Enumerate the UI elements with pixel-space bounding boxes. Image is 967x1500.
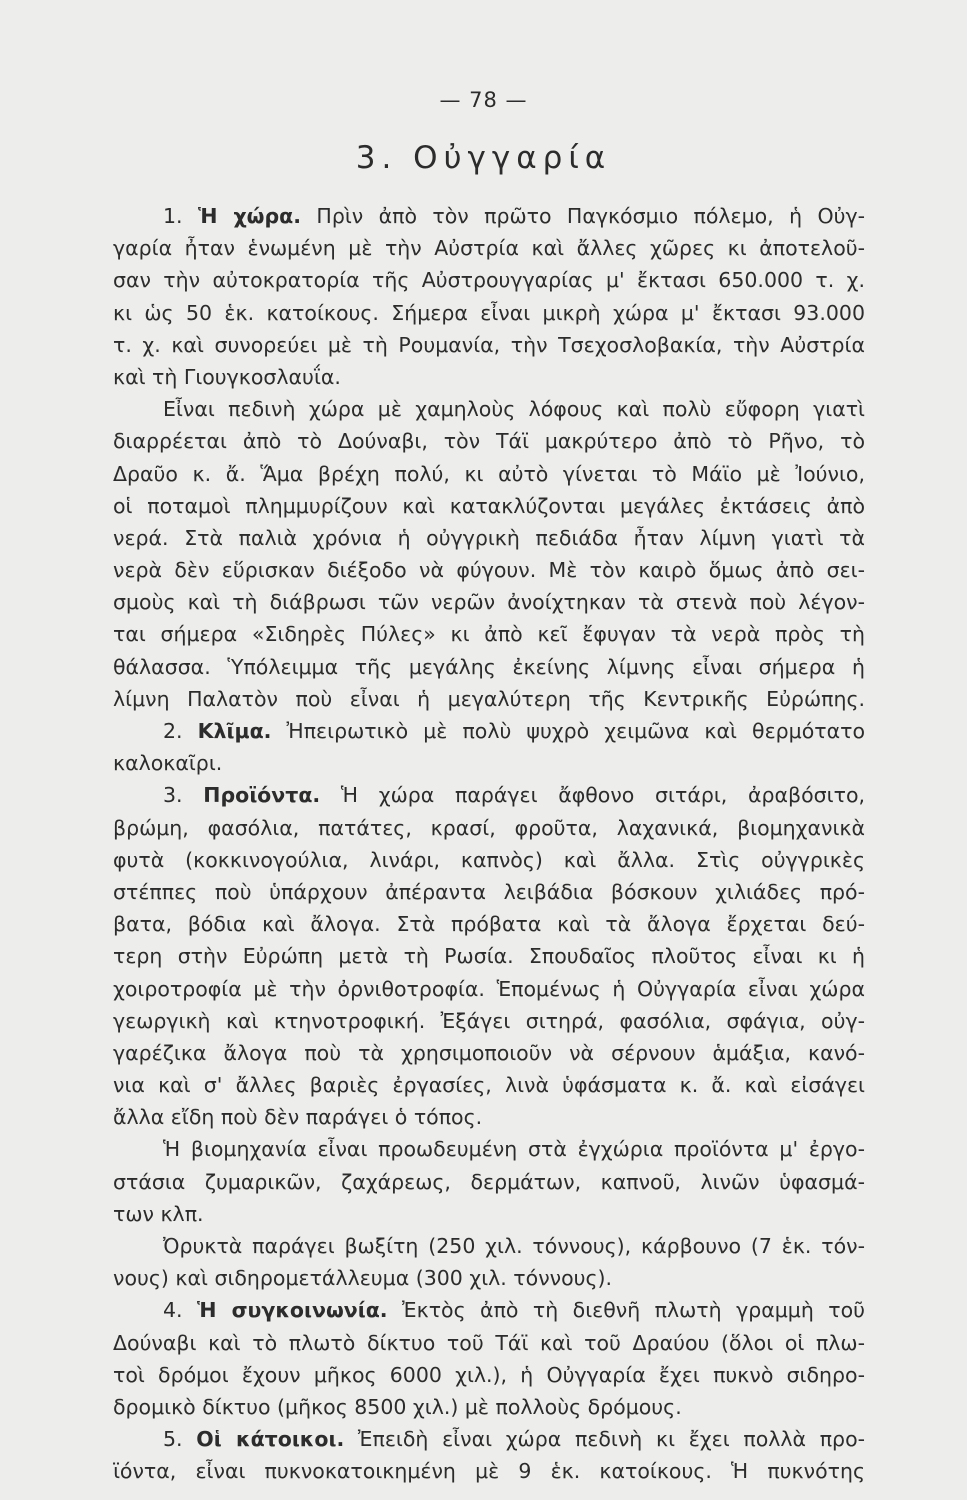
section-heading: Ἡ χώρα. xyxy=(197,204,302,228)
text-run: τ. χ. καὶ συνορεύει μὲ τὴ Ρουμανία, τὴν Τσεχοσλοβακία, τὴν Αὐστρία xyxy=(113,332,865,357)
text-line xyxy=(113,1101,865,1133)
text-line xyxy=(113,297,865,329)
text-run: οἱ ποταμοὶ πλημμυρίζουν καὶ κατακλύζονται μεγάλες ἐκτάσεις ἀπὸ xyxy=(113,493,865,518)
text-run: νερά. Στὰ παλιὰ χρόνια ἡ οὐγγρικὴ πεδιάδα ἦταν λίμνη γιατὶ τὰ xyxy=(113,525,865,550)
text-line xyxy=(113,361,865,393)
text-run: Δραῦο κ. ἄ. Ἅμα βρέχη πολύ, κι αὐτὸ γίνεται τὸ Μάϊο μὲ Ἰούνιο, xyxy=(113,461,865,486)
text-line xyxy=(113,1455,865,1487)
text-line xyxy=(113,779,865,811)
text-run: γαρέζικα ἄλογα ποὺ τὰ χρησιμοποιοῦν νὰ σέρνουν ἁμάξια, κανό- xyxy=(113,1040,865,1065)
text-line xyxy=(113,458,865,490)
chapter-title: 3. Οὐγγαρία xyxy=(355,140,612,176)
text-run: ϊόντα, εἶναι πυκνοκατοικημένη μὲ 9 ἑκ. κατοίκους. Ἡ πυκνότης xyxy=(113,1459,865,1484)
text-run: θάλασσα. Ὑπόλειμμα τῆς μεγάλης ἐκείνης λίμνης εἶναι σήμερα ἡ xyxy=(113,654,865,679)
text-run: γεωργικὴ καὶ κτηνοτροφική. Ἐξάγει σιτηρά, φασόλια, σφάγια, οὐγ- xyxy=(113,1008,865,1033)
text-line xyxy=(113,425,865,457)
text-line xyxy=(113,1198,865,1230)
text-run: Ἠπειρωτικὸ μὲ πολὺ ψυχρὸ χειμῶνα καὶ θερμότατο xyxy=(271,719,865,743)
page-number: — 78 — xyxy=(439,88,528,112)
text-line xyxy=(113,329,865,361)
text-run: σμοὺς καὶ τὴ διάβρωσι τῶν νερῶν ἀνοίχτηκαν τὰ στενὰ ποὺ λέγον- xyxy=(113,590,865,615)
text-run: Πρὶν ἀπὸ τὸν πρῶτο Παγκόσμιο πόλεμο, ἡ Οὐγ- xyxy=(301,204,865,228)
text-run: Εἶναι πεδινὴ χώρα μὲ χαμηλοὺς λόφους καὶ πολὺ εὔφορη γιατὶ xyxy=(163,397,865,422)
text-line xyxy=(113,200,865,232)
text-line xyxy=(113,715,865,747)
text-run: νια καὶ σ' ἄλλες βαριὲς ἐργασίες, λινὰ ὑφάσματα κ. ἄ. καὶ εἰσάγει xyxy=(113,1073,865,1098)
text-run: στάσια ζυμαρικῶν, ζαχάρεως, δερμάτων, καπνοῦ, λινῶν ὑφασμά- xyxy=(113,1169,865,1194)
text-line xyxy=(113,586,865,618)
text-run: ται σήμερα «Σιδηρὲς Πύλες» κι ἀπὸ κεῖ ἔφυγαν τὰ νερὰ πρὸς τὴ xyxy=(113,622,865,647)
text-run: ἄλλα εἴδη ποὺ δὲν παράγει ὁ τόπος. xyxy=(113,1105,483,1130)
text-run: καλοκαῖρι. xyxy=(113,751,223,776)
body-text xyxy=(113,200,865,1488)
text-run: κι ὡς 50 ἑκ. κατοίκους. Σήμερα εἶναι μικρὴ χώρα μ' ἔκτασι 93.000 xyxy=(113,300,865,325)
text-run: δρομικὸ δίκτυο (μῆκος 8500 χιλ.) μὲ πολλοὺς δρόμους. xyxy=(113,1394,682,1419)
text-line xyxy=(113,1359,865,1391)
text-line xyxy=(113,618,865,650)
text-line xyxy=(113,393,865,425)
text-line xyxy=(113,264,865,296)
text-line xyxy=(113,1230,865,1262)
text-line xyxy=(113,812,865,844)
text-line xyxy=(113,1005,865,1037)
text-run: Δούναβι καὶ τὸ πλωτὸ δίκτυο τοῦ Τάϊ καὶ τοῦ Δραύου (ὅλοι οἱ πλω- xyxy=(113,1330,865,1355)
text-run: νους) καὶ σιδηρομετάλλευμα (300 χιλ. τόννους). xyxy=(113,1266,613,1291)
text-run: καὶ τὴ Γιουγκοσλαυΐα. xyxy=(113,364,341,389)
text-line xyxy=(113,683,865,715)
text-line xyxy=(113,1069,865,1101)
text-line xyxy=(113,1327,865,1359)
text-line xyxy=(113,651,865,683)
text-run: Ἐπειδὴ εἶναι χώρα πεδινὴ κι ἔχει πολλὰ προ- xyxy=(344,1427,866,1452)
text-line xyxy=(113,1262,865,1294)
text-run: σαν τὴν αὐτοκρατορία τῆς Αὐστρουγγαρίας μ' ἔκτασι 650.000 τ. χ. xyxy=(113,268,865,293)
section-heading: Ἡ συγκοινωνία. xyxy=(197,1298,388,1323)
text-run: στέππες ποὺ ὑπάρχουν ἀπέραντα λειβάδια βόσκουν χιλιάδες πρό- xyxy=(113,879,865,904)
text-line xyxy=(113,908,865,940)
text-run: νερὰ δὲν εὕρισκαν διέξοδο νὰ φύγουν. Μὲ τὸν καιρὸ ὅμως ἀπὸ σει- xyxy=(113,558,865,583)
text-run: 5. xyxy=(163,1427,197,1452)
text-line xyxy=(113,1294,865,1326)
text-run: βρώμη, φασόλια, πατάτες, κρασί, φροῦτα, λαχανικά, βιομηχανικὰ xyxy=(113,815,865,840)
text-line xyxy=(113,1133,865,1165)
text-run: γαρία ἦταν ἑνωμένη μὲ τὴν Αὐστρία καὶ ἄλλες χῶρες κι ἀποτελοῦ- xyxy=(113,236,865,261)
section-heading: Οἱ κάτοικοι. xyxy=(196,1427,345,1452)
text-run: Ἐκτὸς ἀπὸ τὴ διεθνῆ πλωτὴ γραμμὴ τοῦ xyxy=(387,1298,866,1323)
text-run: βατα, βόδια καὶ ἄλογα. Στὰ πρόβατα καὶ τὰ ἄλογα ἔρχεται δεύ- xyxy=(113,912,865,937)
text-line xyxy=(113,747,865,779)
section-heading: Προϊόντα. xyxy=(203,783,321,808)
text-line xyxy=(113,1166,865,1198)
text-run: λίμνη Παλατὸν ποὺ εἶναι ἡ μεγαλύτερη τῆς Κεντρικῆς Εὐρώπης. xyxy=(113,686,865,711)
text-line xyxy=(113,554,865,586)
text-run: Ὀρυκτὰ παράγει βωξίτη (250 χιλ. τόννους), κάρβουνο (7 ἑκ. τόν- xyxy=(163,1234,865,1258)
text-run: τερη στὴν Εὐρώπη μετὰ τὴ Ρωσία. Σπουδαῖος πλοῦτος εἶναι κι ἡ xyxy=(113,944,865,969)
text-line xyxy=(113,940,865,972)
text-line xyxy=(113,490,865,522)
text-line xyxy=(113,1423,865,1455)
text-line xyxy=(113,973,865,1005)
section-heading: Κλῖμα. xyxy=(197,719,272,743)
text-line xyxy=(113,1037,865,1069)
text-run: 1. xyxy=(163,204,198,228)
text-run: 2. xyxy=(163,719,198,743)
text-run: χοιροτροφία μὲ τὴν ὀρνιθοτροφία. Ἑπομένως ἡ Οὐγγαρία εἶναι χώρα xyxy=(113,976,865,1001)
text-run: τοὶ δρόμοι ἔχουν μῆκος 6000 χιλ.), ἡ Οὐγγαρία ἔχει πυκνὸ σιδηρο- xyxy=(113,1362,865,1387)
text-line xyxy=(113,844,865,876)
text-line xyxy=(113,522,865,554)
text-run: διαρρέεται ἀπὸ τὸ Δούναβι, τὸν Τάϊ μακρύτερο ἀπὸ τὸ Ρῆνο, τὸ xyxy=(113,429,865,454)
text-line xyxy=(113,1391,865,1423)
text-run: Ἡ βιομηχανία εἶναι προωδευμένη στὰ ἐγχώρια προϊόντα μ' ἐργο- xyxy=(163,1137,865,1162)
text-run: 3. xyxy=(163,783,204,808)
text-run: των κλπ. xyxy=(113,1201,204,1226)
text-line xyxy=(113,876,865,908)
text-line xyxy=(113,232,865,264)
text-run: φυτὰ (κοκκινογούλια, λινάρι, καπνὸς) καὶ ἄλλα. Στὶς οὐγγρικὲς xyxy=(113,847,865,872)
text-run: Ἡ χώρα παράγει ἄφθονο σιτάρι, ἀραβόσιτο, xyxy=(320,783,866,808)
text-run: 4. xyxy=(163,1298,198,1323)
